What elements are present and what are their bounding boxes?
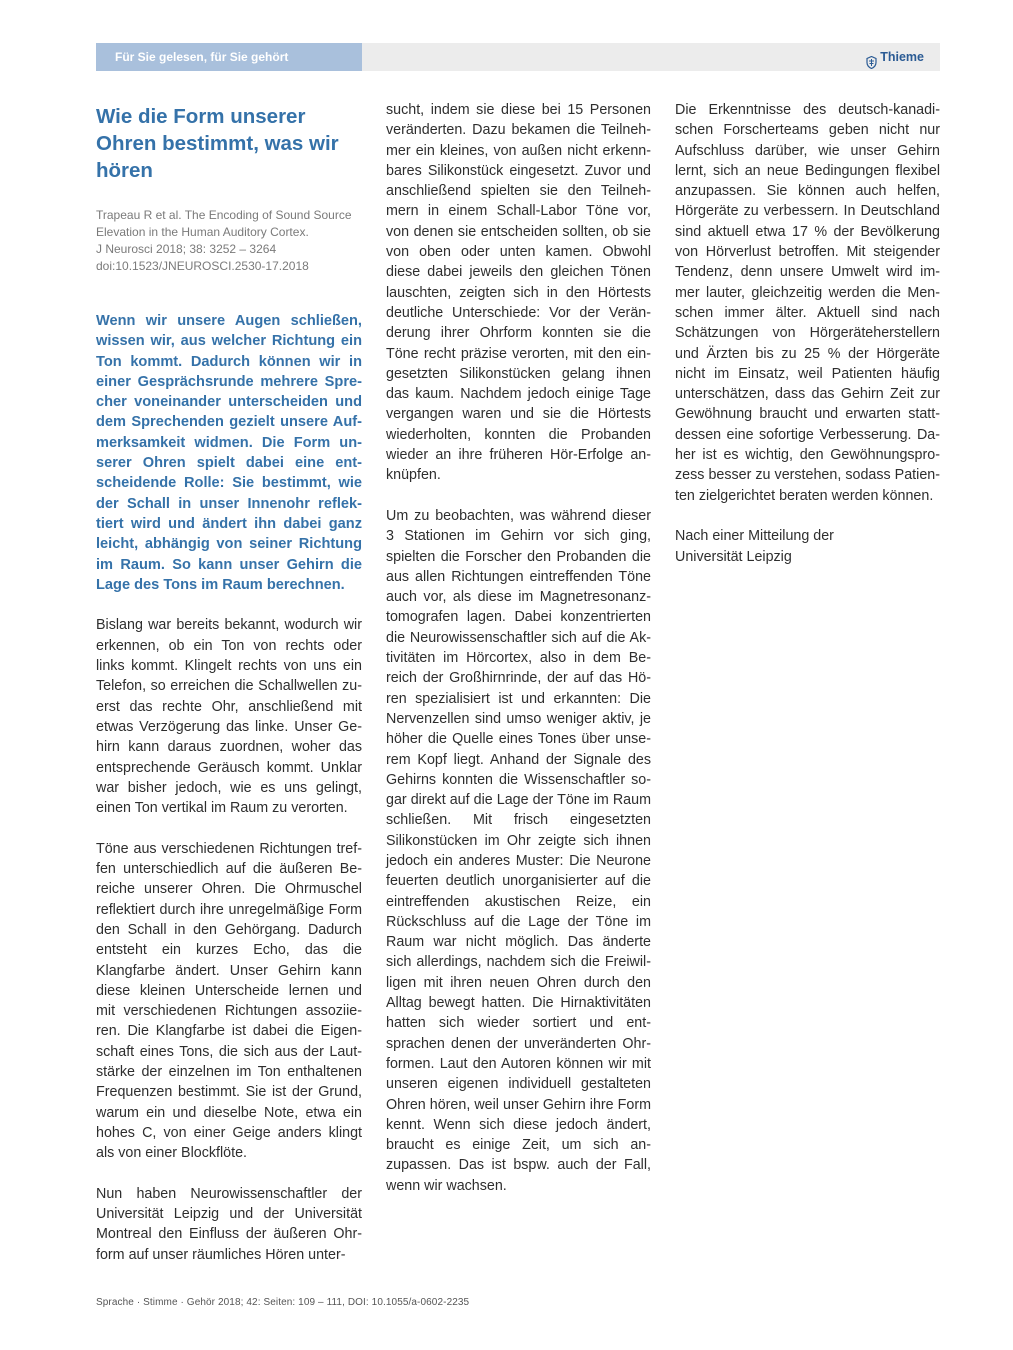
thieme-shield-icon xyxy=(866,51,877,64)
body-paragraph: Nun haben Neurowissenschaftler der Universität Leipzig und der Universität Montreal den Einfluss der äußeren Ohrform auf unser räumliches Hören unter- xyxy=(96,1185,362,1263)
source-line: Nach einer Mitteilung der xyxy=(675,528,834,545)
source-line: Universität Leipzig xyxy=(675,548,792,565)
footer-citation: Sprache · Stimme · Gehör 2018; 42: Seiten: 109 – 111, DOI: 10.1055/a-0602-2235 xyxy=(96,1297,470,1308)
body-paragraph: Um zu beobachten, was während dieser 3 Stationen im Gehirn vor sich ging, spielten die Forscher den Probanden die aus allen Richtungen eintreffenden Töne auch vor, als diese im Magnetresonanztomografen lagen. Dabei konzentrierten die Neurowissenschaftler sich auf die Aktivitäten im Hörcortex, also in dem Bereich der Großhirnrinde, der auf das Hören spezialisiert ist und erkannten: Die Nervenzellen sind umso weniger aktiv, je höher die Quelle eines Tones über unserem Kopf liegt. Anhand der Signale des Gehirns konnten die Wissenschaftler sogar direkt auf die Lage der Töne im Raum schließen. Mit frisch eingesetzten Silikonstücken im Ohr zeigte sich ihnen jedoch ein anderes Muster: Die Neurone feuerten deutlich unorganisierter auf die eintreffenden akustischen Reize, ein Rückschluss auf die Lage der Töne im Raum war nicht möglich. Das änderte sich allerdings, nachdem sich die Freiwilligen mit ihren neuen Ohren durch den Alltag bewegt hatten. Die Hirnaktivitäten hatten sich wieder sortiert und entsprachen denen der unveränderten Ohrformen. Laut den Autoren können wir mit unseren eigenen individuell gestalteten Ohren hören, weil unser Gehirn ihre Form kennt. Wenn sich diese jedoch ändert, braucht es einige Zeit, um sich anzupassen. Das ist bspw. auch der Fall, wenn wir wachsen. xyxy=(386,507,651,1194)
reference-line: Trapeau R et al. The Encoding of Sound Source xyxy=(96,208,352,222)
reference-line: J Neurosci 2018; 38: 3252 – 3264 xyxy=(96,242,277,256)
column-2 xyxy=(386,100,651,1196)
reference-doi: doi:10.1523/JNEUROSCI.2530-17.2018 xyxy=(96,259,309,273)
body-paragraph: Töne aus verschiedenen Richtungen treffen unterschiedlich auf die äußeren Bereiche unserer Ohren. Die Ohrmuschel reflektiert durch ihre unregelmäßige Form den Schall in den Gehörgang. Dadurch entsteht ein kurzes Echo, das die Klangfarbe ändert. Unser Gehirn kann diese kleinen Unterscheide lernen und mit verschiedenen Richtungen assoziieren. Die Klangfarbe ist dabei die Eigenschaft eines Tons, die sich aus der Lautstärke der einzelnen im Ton enthaltenen Frequenzen bestimmt. Sie ist der Grund, warum ein und dieselbe Note, etwa ein hohes C, von einer Geige anders klingt als von einer Blockflöte. xyxy=(96,840,362,1162)
body-paragraph: Die Erkenntnisse des deutsch-kanadischen Forscherteams geben nicht nur Aufschluss darüber, wie unser Gehirn lernt, sich an neue Bedingungen flexibel anzupassen. Sie können auch helfen, Hörgeräte zu verbessern. In Deutschland sind aktuell etwa 17 % der Bevölkerung von Hörverlust betroffen. Mit steigender Tendenz, denn unsere Umwelt wird immer lauter, gleichzeitig werden die Menschen immer älter. Aktuell sind nach Schätzungen von Hörgeräteherstellern und Ärzten bis zu 25 % der Hörgeräte nicht im Einsatz, weil Patienten häufig unterschätzen, dass das Gehirn Zeit zur Gewöhnung braucht und erwarten stattdessen eine sofortige Verbesserung. Daher ist es wichtig, den Gewöhnungsprozess besser zu verstehen, sodass Patienten zielgerichtet beraten werden können. xyxy=(675,102,940,504)
lead-paragraph: Wenn wir unsere Augen schließen, wissen wir, aus welcher Richtung ein Ton kommt. Dadurch können wir in einer Gesprächsrunde mehrere Sprecher voneinander unterscheiden und dem Sprechenden gezielt unsere Aufmerksamkeit widmen. Die Form unserer Ohren spielt dabei eine entscheidende Rolle: Sie bestimmt, wie der Schall in unser Innenohr reflektiert wird und ändert ihn dabei ganz leicht, abhängig von seiner Richtung im Raum. So kann unser Gehirn die Lage des Tons im Raum berechnen. xyxy=(96,313,362,593)
section-label: Für Sie gelesen, für Sie gehört xyxy=(96,43,362,71)
column-1 xyxy=(96,100,362,1265)
publisher-name: Thieme xyxy=(880,50,924,64)
body-paragraph-continued: sucht, indem sie diese bei 15 Personen veränderten. Dazu bekamen die Teilnehmer ein kleines, von außen nicht erkennbares Silikonstück eingesetzt. Zuvor und anschließend spielten sie den Teilnehmern in einem Schall-Labor Töne vor, von denen sie entscheiden sollten, ob sie von oben oder unten kamen. Obwohl diese dabei jeweils den gleichen Tönen lauschten, zeigten sich in den Hörtests deutliche Unterschiede: Vor der Veränderung ihrer Ohrform konnten sie die Töne recht präzise verorten, mit den eingesetzten Silikonstücken gelang ihnen das kaum. Nachdem jedoch einige Tage vergangen waren und sie die Hörtests wiederholten, konnten die Probanden wieder an ihre früheren Hör-Erfolge anknüpfen. xyxy=(386,102,651,484)
publisher-logo xyxy=(866,43,924,71)
header-bar xyxy=(96,43,940,71)
column-3 xyxy=(675,100,940,567)
source-note xyxy=(675,526,940,567)
article-reference xyxy=(96,207,362,275)
reference-line: Elevation in the Human Auditory Cortex. xyxy=(96,225,309,239)
body-paragraph: Bislang war bereits bekannt, wodurch wir erkennen, ob ein Ton von rechts oder links kommt. Klingelt rechts von uns ein Telefon, so erreichen die Schallwellen zuerst das rechte Ohr, anschließend mit etwas Verzögerung das linke. Unser Gehirn kann daraus zuordnen, woher das entsprechende Geräusch kommt. Unklar war bisher jedoch, wie es uns gelingt, einen Ton vertikal im Raum zu verorten. xyxy=(96,617,362,817)
article-title: Wie die Form unserer Ohren bestimmt, was wir hören xyxy=(96,105,339,182)
